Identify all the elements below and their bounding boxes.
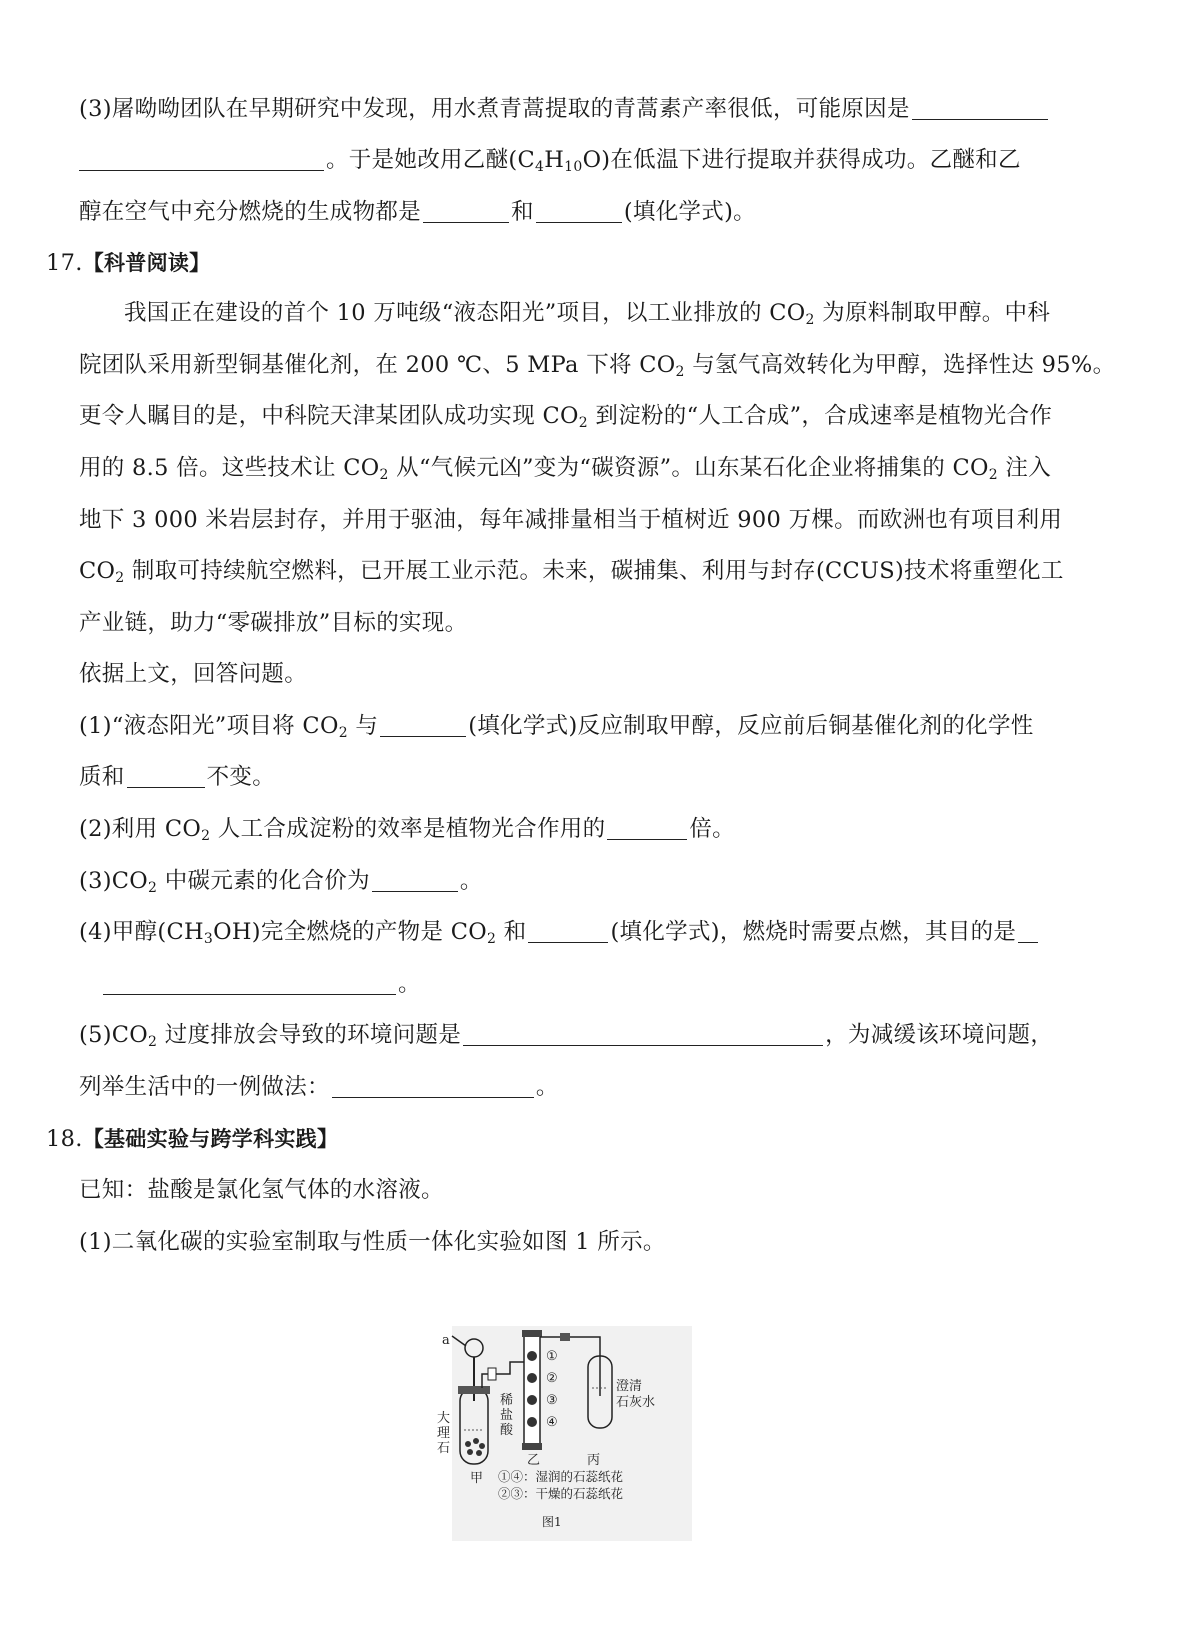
q16-3-line1: (3)屠呦呦团队在早期研究中发现，用水煮青蒿提取的青蒿素产率很低，可能原因是 xyxy=(79,94,1050,124)
answer-blank[interactable] xyxy=(79,148,324,171)
answer-blank[interactable] xyxy=(528,920,608,943)
q18-1: (1)二氧化碳的实验室制取与性质一体化实验如图 1 所示。 xyxy=(79,1229,666,1255)
answer-blank[interactable] xyxy=(463,1023,823,1046)
q17-1-line2: 质和 不变。 xyxy=(79,764,276,790)
q18-header: 18.【基础实验与跨学科实践】 xyxy=(46,1126,339,1152)
passage-line-3: 更令人瞩目的是，中科院天津某团队成功实现 $CO_2$ 到淀粉的“人工合成”，合成速率是植物光合作 xyxy=(79,403,1053,431)
label-yi: 乙 xyxy=(527,1453,541,1468)
marble-label-3: 石 xyxy=(437,1441,451,1456)
q16-3-line3: 醇在空气中充分燃烧的生成物都是 和 (填化学式)。 xyxy=(79,199,756,225)
section-title: 【基础实验与跨学科实践】 xyxy=(82,1127,339,1151)
answer-blank[interactable] xyxy=(332,1075,534,1098)
answer-blank[interactable] xyxy=(380,714,466,737)
answer-blank[interactable] xyxy=(607,817,687,840)
experiment-diagram xyxy=(437,1326,692,1541)
column-cap-bottom xyxy=(522,1443,542,1450)
column-cap-top xyxy=(522,1330,542,1337)
legend-wet: ①④：湿润的石蕊纸花 xyxy=(498,1469,624,1484)
q16-3-line2: 。于是她改用乙醚$(C_4H_{10}O)$在低温下进行提取并获得成功。乙醚和乙 xyxy=(79,145,1021,175)
label-bing: 丙 xyxy=(587,1453,601,1468)
answer-blank[interactable] xyxy=(372,869,458,892)
acid-label-3: 酸 xyxy=(500,1423,514,1438)
acid-label-1: 稀 xyxy=(500,1393,514,1408)
passage-line-6: $CO_2$ 制取可持续航空燃料，已开展工业示范。未来，碳捕集、利用与封存(CCUS)技术将重塑化工 xyxy=(79,558,1064,586)
passage-line-1: 我国正在建设的首个 10 万吨级“液态阳光”项目，以工业排放的 $CO_2$ 为原料制取甲醇。中科 xyxy=(124,300,1051,328)
legend-dry: ②③：干燥的石蕊纸花 xyxy=(498,1486,624,1501)
q17-5-line2: 列举生活中的一例做法： 。 xyxy=(79,1074,559,1100)
valve xyxy=(488,1368,496,1380)
answer-blank[interactable] xyxy=(423,200,509,223)
label-jia: 甲 xyxy=(470,1471,484,1486)
q17-5-line1: $(5)CO_2$ 过度排放会导致的环境问题是 ，为减缓该环境问题， xyxy=(79,1022,1054,1050)
section-title: 【科普阅读】 xyxy=(82,251,211,275)
q17-prompt: 依据上文，回答问题。 xyxy=(79,661,308,687)
passage-line-7: 产业链，助力“零碳排放”目标的实现。 xyxy=(79,610,468,636)
marker-1: ① xyxy=(546,1349,558,1364)
marker-3: ③ xyxy=(546,1393,558,1408)
q17-3: $(3)CO_2$ 中碳元素的化合价为 。 xyxy=(79,868,483,896)
limewater-label-2: 石灰水 xyxy=(616,1395,656,1410)
passage-line-5: 地下 3 000 米岩层封存，并用于驱油，每年减排量相当于植树近 900 万棵。而欧洲也有项目利用 xyxy=(79,507,1063,533)
stopper-jia xyxy=(458,1386,490,1394)
marker-4: ④ xyxy=(546,1415,558,1430)
acid-label-2: 盐 xyxy=(500,1408,514,1423)
figure-caption: 图1 xyxy=(542,1515,562,1529)
q17-2: (2)利用 $CO_2$ 人工合成淀粉的效率是植物光合作用的 倍。 xyxy=(79,816,735,844)
answer-blank[interactable] xyxy=(536,200,622,223)
answer-blank[interactable] xyxy=(912,97,1048,120)
answer-blank[interactable] xyxy=(103,972,396,995)
q18-known: 已知：盐酸是氯化氢气体的水溶液。 xyxy=(79,1177,444,1203)
q17-4-line1: (4)甲醇$(CH_3OH)$完全燃烧的产物是 $CO_2$ 和 (填化学式)，燃烧时需要点燃，其目的是 xyxy=(79,917,1040,947)
q17-header: 17.【科普阅读】 xyxy=(46,250,211,276)
passage-line-4: 用的 8.5 倍。这些技术让 $CO_2$ 从“气候元凶”变为“碳资源”。山东某石化企业将捕集的 $CO_2$ 注入 xyxy=(79,455,1051,483)
limewater-label-1: 澄清 xyxy=(616,1379,643,1394)
q17-4-line2: 。 xyxy=(79,969,421,999)
q17-1-line1: (1)“液态阳光”项目将 $CO_2$ 与 (填化学式)反应制取甲醇，反应前后铜基催化剂的化学性 xyxy=(79,713,1034,741)
glass-column-yi xyxy=(524,1334,540,1446)
marker-2: ② xyxy=(546,1371,558,1386)
marble-label-1: 大 xyxy=(437,1411,451,1426)
answer-blank[interactable] xyxy=(127,765,205,788)
label-a: a xyxy=(442,1333,450,1348)
passage-line-2: 院团队采用新型铜基催化剂，在 200 ℃、5 MPa 下将 $CO_2$ 与氢气高效转化为甲醇，选择性达 95%。 xyxy=(79,352,1116,380)
marble-label-2: 理 xyxy=(437,1426,451,1441)
answer-blank[interactable] xyxy=(1018,920,1038,943)
rubber-joint xyxy=(560,1333,570,1341)
